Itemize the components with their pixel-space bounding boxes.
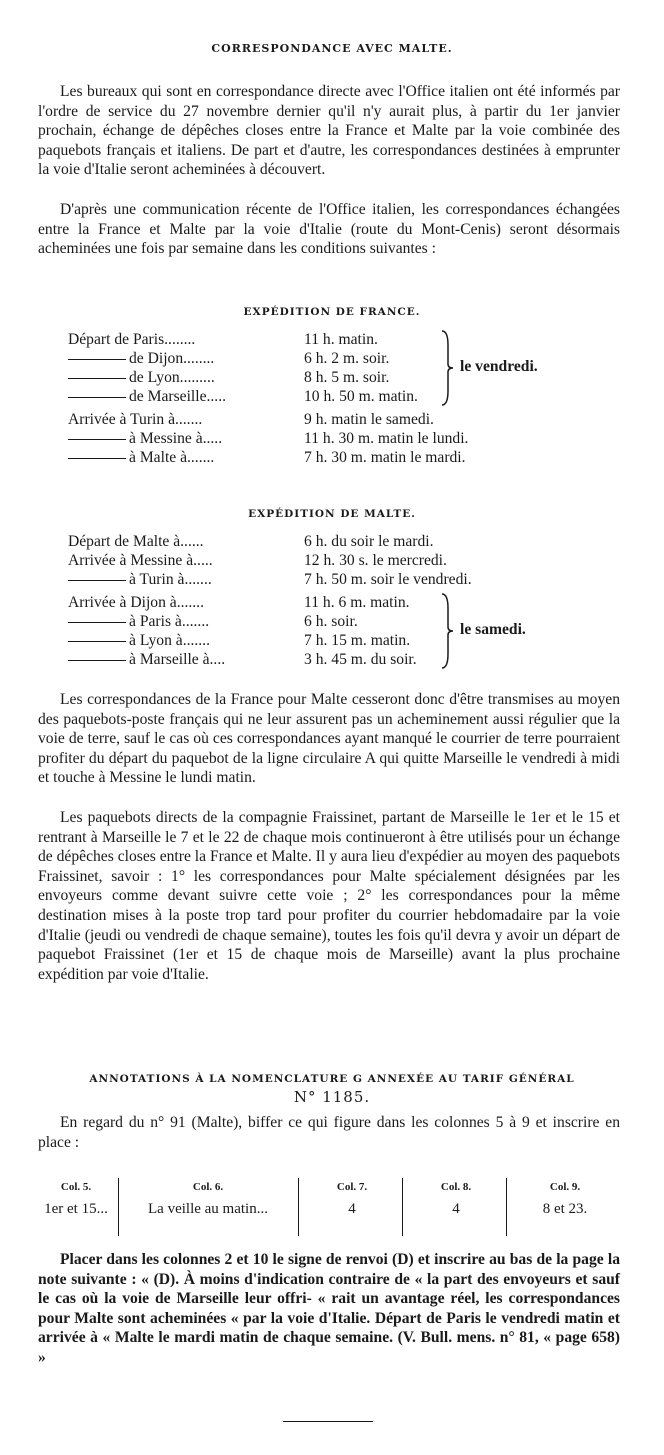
place-text: à Messine à..... <box>129 430 223 447</box>
closing-rule <box>283 1421 373 1422</box>
paragraph-note: Placer dans les colonnes 2 et 10 le signe de renvoi (D) et inscrire au bas de la page la note suivante : « (D). À moins d'indication contraire de « la part des envoyeurs et sauf le cas où la voie de Marseille leur offri- « rait un avantage réel, les correspondances pour Malte sont acheminées « par la voie d'Italie. Départ de Paris le vendredi matin et arrivée à « Malte le mardi matin de chaque semaine. (V. Bull. mens. n° 81, « page 658) » <box>38 1251 620 1366</box>
schedule-place <box>68 593 204 613</box>
schedule-malte <box>68 532 628 682</box>
ditto-dash <box>68 359 126 360</box>
ditto-dash <box>68 397 126 398</box>
column-divider <box>118 1178 119 1236</box>
place-text: à Marseille à.... <box>129 651 226 668</box>
ditto-dash <box>68 378 126 379</box>
schedule-time: 8 h. 5 m. soir. <box>304 369 390 386</box>
col-header: Col. 9. <box>549 1181 581 1193</box>
heading-expedition-malte: EXPÉDITION DE MALTE. <box>248 508 416 520</box>
column-divider <box>402 1178 403 1236</box>
page-title: CORRESPONDANCE AVEC MALTE. <box>211 42 453 55</box>
schedule-place <box>68 349 214 369</box>
table-col-6 <box>122 1175 294 1237</box>
schedule-time: 7 h. 30 m. matin le mardi. <box>304 449 466 466</box>
place-text: à Malte à....... <box>129 449 215 466</box>
place-text: à Turin à....... <box>129 571 212 588</box>
col-value: La veille au matin... <box>148 1201 268 1217</box>
schedule-time: 12 h. 30 s. le mercredi. <box>304 552 447 569</box>
ditto-dash <box>68 458 126 459</box>
schedule-france <box>68 330 628 480</box>
brace-label: le samedi. <box>460 621 526 638</box>
place-prefix: Arrivée <box>68 594 116 611</box>
schedule-time: 11 h. 30 m. matin le lundi. <box>304 430 469 447</box>
place-text: de Lyon......... <box>129 369 215 386</box>
place-text: de Dijon........ <box>129 350 215 367</box>
col-value: 1er et 15... <box>44 1201 108 1217</box>
paragraph-intro: Les bureaux qui sont en correspondance directe avec l'Office italien ont été informés par l'ordre de service du 27 novembre dernier qu'il n'y aurait plus, à partir du 1er janvier prochain, échange de dépêches closes entre la France et Malte par la voie combinée des paquebots français et italiens. De part et d'autre, les correspondances destinées à emprunter la voie d'Italie seront acheminées à découvert. <box>38 83 620 179</box>
place-text: de Paris........ <box>114 331 196 348</box>
col-header: Col. 6. <box>192 1181 224 1193</box>
col-value: 4 <box>452 1201 460 1217</box>
col-header: Col. 8. <box>440 1181 472 1193</box>
schedule-time: 11 h. matin. <box>304 331 378 348</box>
paragraph-regard: En regard du n° 91 (Malte), biffer ce qui figure dans les colonnes 5 à 9 et inscrire en place : <box>38 1114 620 1151</box>
brace-path <box>442 594 453 668</box>
schedule-time: 6 h. du soir le mardi. <box>304 533 434 550</box>
brace-path <box>442 331 453 405</box>
brace-icon <box>440 593 454 669</box>
ditto-dash <box>68 439 126 440</box>
col-header: Col. 7. <box>336 1181 368 1193</box>
schedule-place <box>68 410 202 430</box>
place-prefix: Départ <box>68 533 111 550</box>
col-value: 8 et 23. <box>542 1201 588 1217</box>
annotations-number: N° 1185. <box>293 1088 371 1106</box>
table-col-8 <box>406 1175 506 1237</box>
schedule-place <box>68 570 212 590</box>
column-divider <box>298 1178 299 1236</box>
columns-table <box>40 1175 630 1237</box>
paragraph-communication: D'après une communication récente de l'Office italien, les correspondances échangées entre la France et Malte par la voie d'Italie (route du Mont-Cenis) seront désormais acheminées une fois par semaine dans les conditions suivantes : <box>38 201 620 258</box>
schedule-place <box>68 532 204 552</box>
table-col-5 <box>40 1175 112 1237</box>
schedule-place <box>68 330 195 350</box>
column-divider <box>506 1178 507 1236</box>
schedule-place <box>68 551 213 571</box>
schedule-time: 3 h. 45 m. du soir. <box>304 651 417 668</box>
table-col-9 <box>510 1175 620 1237</box>
place-prefix: Arrivée <box>68 552 116 569</box>
place-text: de Marseille..... <box>129 388 226 405</box>
brace-label: le vendredi. <box>460 358 538 375</box>
paragraph-fraissinet: Les paquebots directs de la compagnie Fraissinet, partant de Marseille le 1er et le 15 et rentrant à Marseille le 7 et le 22 de chaque mois continueront à être utilisés pour un échange de dépêches closes entre la France et Malte. Il y aura lieu d'expédier au moyen des paquebots Fraissinet, savoir : 1° les correspondances pour Malte spécialement désignées par les envoyeurs comme devant suivre cette voie ; 2° les correspondances pour la même destination mises à la poste trop tard pour profiter du courrier hebdomadaire par la voie d'Italie (jeudi ou vendredi de chaque semaine), toutes les fois qu'il devra y avoir un départ de paquebot Fraissinet (1er et 15 de chaque mois de Marseille) avant la plus prochaine expédition par voie d'Italie. <box>38 809 620 983</box>
schedule-place <box>68 387 226 407</box>
ditto-dash <box>68 641 126 642</box>
place-text: à Messine à..... <box>119 552 213 569</box>
place-prefix: Départ <box>68 331 111 348</box>
schedule-time: 9 h. matin le samedi. <box>304 411 434 428</box>
col-value: 4 <box>348 1201 356 1217</box>
place-text: à Turin à....... <box>119 411 203 428</box>
place-text: à Dijon à....... <box>119 594 204 611</box>
schedule-place <box>68 368 215 388</box>
place-text: à Paris à....... <box>129 613 210 630</box>
col-header: Col. 5. <box>60 1181 92 1193</box>
place-text: à Lyon à....... <box>129 632 210 649</box>
schedule-place <box>68 429 222 449</box>
ditto-dash <box>68 622 126 623</box>
ditto-dash <box>68 660 126 661</box>
schedule-time: 10 h. 50 m. matin. <box>304 388 418 405</box>
schedule-time: 11 h. 6 m. matin. <box>304 594 410 611</box>
schedule-time: 6 h. 2 m. soir. <box>304 350 390 367</box>
heading-annotations: ANNOTATIONS À LA NOMENCLATURE G ANNEXÉE AU TARIF GÉNÉRAL <box>89 1073 575 1085</box>
heading-expedition-france: EXPÉDITION DE FRANCE. <box>243 306 421 318</box>
schedule-time: 7 h. 15 m. matin. <box>304 632 411 649</box>
place-prefix: Arrivée <box>68 411 116 428</box>
schedule-place <box>68 448 214 468</box>
paragraph-cessation: Les correspondances de la France pour Malte cesseront donc d'être transmises au moyen des paquebots-poste français qui ne leur assurent pas un acheminement aussi régulier que la voie de terre, sauf le cas où ces correspondances ayant manqué le courrier de terre pourraient profiter du départ du paquebot de la ligne circulaire A qui quitte Marseille le vendredi à midi et touche à Messine le lundi matin. <box>38 691 620 787</box>
schedule-place <box>68 650 225 670</box>
schedule-time: 7 h. 50 m. soir le vendredi. <box>304 571 472 588</box>
brace-icon <box>440 330 454 406</box>
schedule-place <box>68 631 210 651</box>
place-text: de Malte à...... <box>114 533 204 550</box>
schedule-place <box>68 612 209 632</box>
schedule-time: 6 h. soir. <box>304 613 358 630</box>
table-col-7 <box>302 1175 402 1237</box>
ditto-dash <box>68 580 126 581</box>
